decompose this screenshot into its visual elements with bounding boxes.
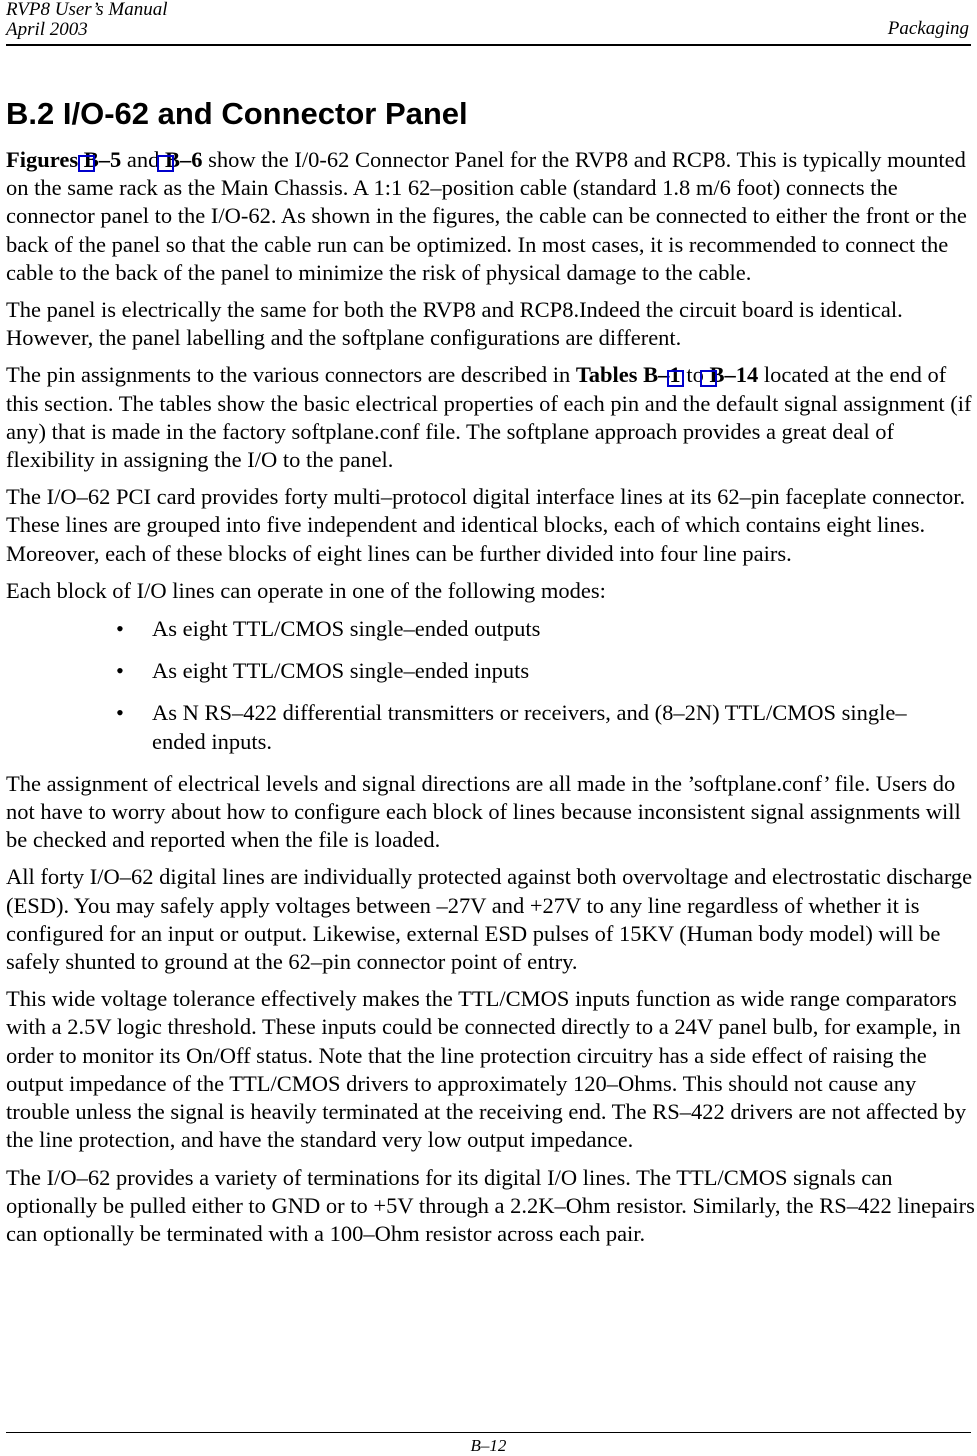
paragraph-voltage-tolerance: This wide voltage tolerance effectively makes the TTL/CMOS inputs function as wide range comparators with a 2.5V logic threshold. These inputs could be connected directly to a 24V panel bulb, for example, in order to monitor its On/Off status. Note that the line protection circuitry has a side effect of raising the output impedance of the TTL/CMOS drivers to approximately 120–Ohms. This should not cause any trouble unless the signal is heavily terminated at the receiving end. The RS–422 drivers are not affected by the line protection, and have the standard very low output impedance. bbox=[6, 986, 967, 1153]
paragraph-softplane: The assignment of electrical levels and signal directions are all made in the ’softplane.conf’ file. Users do not have to worry about how to configure each block of lines because inconsistent signal assignments will be checked and reported when the file is loaded. bbox=[6, 770, 961, 853]
section-title: B.2 I/O-62 and Connector Panel bbox=[6, 96, 468, 131]
list-item: • As N RS–422 differential transmitters or receivers, and (8–2N) TTL/CMOS single–ended inputs. bbox=[116, 700, 907, 754]
table-ref-b14[interactable]: B–14 bbox=[709, 362, 758, 387]
manual-title: RVP8 User’s Manual bbox=[6, 0, 168, 20]
footer-divider bbox=[6, 1432, 971, 1433]
paragraph-pin-assignments: The pin assignments to the various connectors are described in Tables B–1 to B–14 located at the end of this section. The tables show the basic electrical properties of each pin and the default signal assignment (if any) that is made in the factory softplane.conf file. The softplane approach provides a great deal of flexibility in assigning the I/O to the panel. bbox=[6, 362, 972, 473]
figure-ref-b5[interactable]: Figures B–5 bbox=[6, 147, 122, 172]
paragraph-terminations: The I/O–62 provides a variety of terminations for its digital I/O lines. The TTL/CMOS signals can optionally be pulled either to GND or to +5V through a 2.2K–Ohm resistor. Similarly, the RS–422 linepairs can optionally be terminated with a 100–Ohm resistor across each pair. bbox=[6, 1164, 975, 1246]
paragraph-panel: The panel is electrically the same for both the RVP8 and RCP8.Indeed the circuit board is identical. However, the panel labelling and the softplane configurations are different. bbox=[6, 297, 903, 351]
xref-box-icon bbox=[700, 370, 717, 387]
list-item: • As eight TTL/CMOS single–ended outputs bbox=[6, 615, 977, 643]
header-left bbox=[6, 0, 168, 40]
table-ref-b1[interactable]: Tables B–1 bbox=[576, 362, 681, 387]
paragraph-pci-card: The I/O–62 PCI card provides forty multi–protocol digital interface lines at its 62–pin faceplate connector. These lines are grouped into five independent and identical blocks, each of which contains eight lines. Moreover, each of these blocks of eight lines can be further divided into four line pairs. bbox=[6, 484, 966, 566]
paragraph-modes-intro: Each block of I/O lines can operate in one of the following modes: bbox=[6, 577, 606, 603]
page-header bbox=[6, 0, 971, 46]
xref-box-icon bbox=[78, 155, 95, 172]
xref-box-icon bbox=[157, 155, 174, 172]
paragraph-figures: Figures B–5 and B–6 show the I/0-62 Connector Panel for the RVP8 and RCP8. This is typically mounted on the same rack as the Main Chassis. A 1:1 62–position cable (standard 1.8 m/6 foot) connects the connector panel to the I/O-62. As shown in the figures, the cable can be connected to either the front or the back of the panel so that the cable run can be optimized. In most cases, it is recommended to connect the cable to the back of the panel to minimize the risk of physical damage to the cable. bbox=[6, 147, 967, 285]
bullet-icon: • bbox=[116, 658, 124, 684]
chapter-title: Packaging bbox=[887, 18, 969, 39]
paragraph-protection: All forty I/O–62 digital lines are individually protected against both overvoltage and electrostatic discharge (ESD). You may safely apply voltages between –27V and +27V to any line regardless of whether it is configured for an input or output. Likewise, external ESD pulses of 15KV (Human body model) will be safely shunted to ground at the 62–pin connector point of entry. bbox=[6, 864, 973, 975]
list-item: • As eight TTL/CMOS single–ended inputs bbox=[6, 657, 977, 685]
manual-date: April 2003 bbox=[6, 19, 88, 40]
xref-box-icon bbox=[667, 370, 684, 387]
page-number: B–12 bbox=[470, 1436, 507, 1455]
bullet-icon: • bbox=[116, 700, 124, 726]
bullet-icon: • bbox=[116, 616, 124, 642]
modes-list bbox=[6, 615, 977, 756]
body-content bbox=[6, 146, 977, 1257]
figure-ref-b6[interactable]: B–6 bbox=[165, 147, 203, 172]
